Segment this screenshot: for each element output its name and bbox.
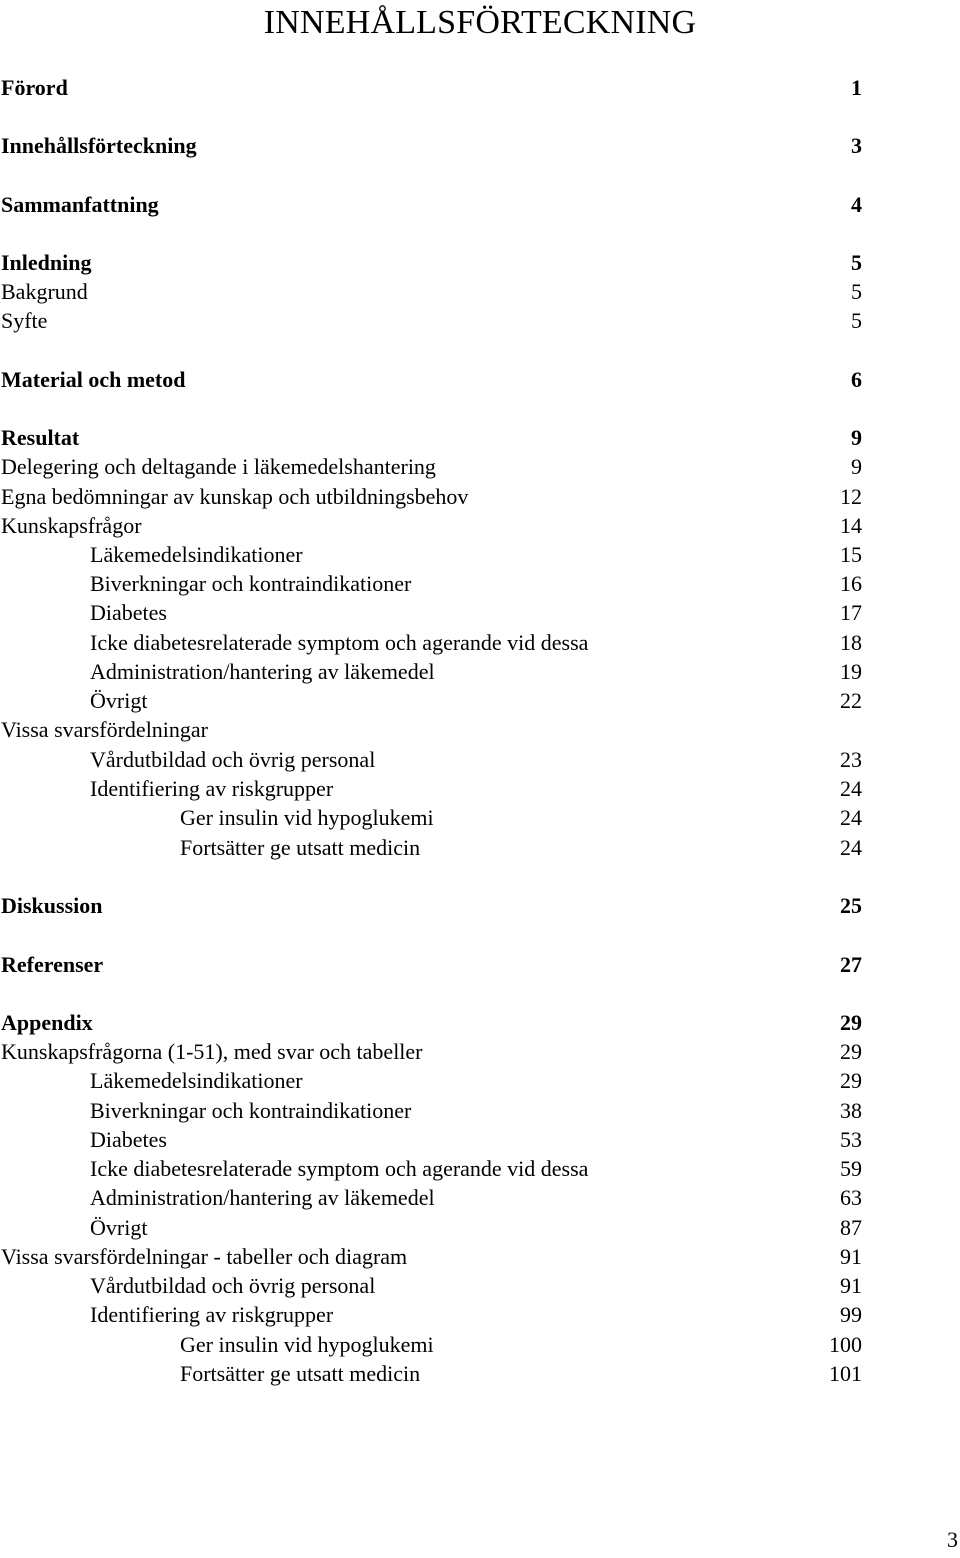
toc-entry: [0, 1125, 870, 1154]
toc-entry: [0, 131, 870, 160]
toc-entry: [0, 1213, 870, 1242]
toc-entry-page-number: 6: [851, 367, 862, 392]
toc-entry-title: Icke diabetesrelaterade symptom och agerande vid dessa: [90, 630, 589, 655]
toc-entry-page-number: 29: [840, 1068, 862, 1093]
page-number: 3: [947, 1527, 958, 1552]
toc-entry: [0, 803, 870, 832]
toc-entry-page-number: 101: [829, 1361, 862, 1386]
toc-entry-page-number: 17: [840, 600, 862, 625]
toc-entry: [0, 1066, 870, 1095]
toc-entry-page-number: 16: [840, 571, 862, 596]
toc-entry-page-number: 29: [840, 1039, 862, 1064]
toc-entry-page-number: 53: [840, 1127, 862, 1152]
toc-entry-page-number: 22: [840, 688, 862, 713]
toc-entry: [0, 745, 870, 774]
toc-entry-page-number: 100: [829, 1332, 862, 1357]
toc-entry: [0, 365, 870, 394]
toc-entry: [0, 511, 870, 540]
toc-entry-title: Icke diabetesrelaterade symptom och agerande vid dessa: [90, 1156, 589, 1181]
toc-entry: [0, 248, 870, 277]
toc-entry-title: Övrigt: [90, 688, 148, 713]
toc-entry-page-number: 9: [851, 425, 862, 450]
toc-entry: [0, 1008, 870, 1037]
toc-entry: [0, 1359, 870, 1388]
toc-entry-page-number: 18: [840, 630, 862, 655]
toc-entry-page-number: 12: [840, 484, 862, 509]
toc-entry-title: Vissa svarsfördelningar - tabeller och diagram: [1, 1244, 408, 1269]
toc-entry: [0, 423, 870, 452]
toc-entry: [0, 277, 870, 306]
toc-entry-title: Diabetes: [90, 600, 167, 625]
toc-entry-title: Vårdutbildad och övrig personal: [90, 1273, 376, 1298]
toc-entry-title: Kunskapsfrågorna (1-51), med svar och tabeller: [1, 1039, 423, 1064]
toc-entry: [0, 73, 870, 102]
toc-entry: [0, 628, 870, 657]
toc-entry-title: Läkemedelsindikationer: [90, 1068, 303, 1093]
toc-entry: [0, 657, 870, 686]
toc-entry-title: Biverkningar och kontraindikationer: [90, 571, 412, 596]
toc-entry: [0, 569, 870, 598]
toc-entry-title: Biverkningar och kontraindikationer: [90, 1098, 412, 1123]
toc-entry-page-number: 4: [851, 192, 862, 217]
toc-entry: [0, 1330, 870, 1359]
toc-entry-page-number: 38: [840, 1098, 862, 1123]
toc-entry-page-number: 1: [851, 75, 862, 100]
toc-entry-title: Egna bedömningar av kunskap och utbildningsbehov: [1, 484, 469, 509]
toc-entry-title: Ger insulin vid hypoglukemi: [180, 1332, 434, 1357]
toc-entry-title: Diskussion: [1, 893, 103, 918]
toc-entry: [0, 1154, 870, 1183]
toc-entry-page-number: 23: [840, 747, 862, 772]
toc-entry: [0, 190, 870, 219]
toc-entry-title: Förord: [1, 75, 68, 100]
toc-entry-page-number: 87: [840, 1215, 862, 1240]
toc-entry-title: Material och metod: [1, 367, 186, 392]
toc-entry: [0, 715, 870, 744]
toc-entry: [0, 540, 870, 569]
toc-entry: [0, 1242, 870, 1271]
toc-entry-page-number: 29: [840, 1010, 862, 1035]
toc-entry-title: Fortsätter ge utsatt medicin: [180, 1361, 421, 1386]
toc-entry-title: Delegering och deltagande i läkemedelshantering: [1, 454, 436, 479]
toc-entry-page-number: 3: [851, 133, 862, 158]
toc-entry-title: Sammanfattning: [1, 192, 159, 217]
toc-entry-title: Läkemedelsindikationer: [90, 542, 303, 567]
toc-entry-title: Syfte: [1, 308, 48, 333]
toc-entry-page-number: 63: [840, 1185, 862, 1210]
toc-entry-page-number: 91: [840, 1273, 862, 1298]
toc-entry: [0, 1037, 870, 1066]
toc-entry-page-number: 15: [840, 542, 862, 567]
toc-entry-page-number: 19: [840, 659, 862, 684]
page-title: INNEHÅLLSFÖRTECKNING: [263, 4, 697, 41]
toc-entry: [0, 1271, 870, 1300]
toc-entry: [0, 1096, 870, 1125]
toc-entry: [0, 774, 870, 803]
toc-entry: [0, 1183, 870, 1212]
toc-entry-page-number: 59: [840, 1156, 862, 1181]
toc-entry-page-number: 5: [851, 279, 862, 304]
toc-entry-title: Appendix: [1, 1010, 93, 1035]
toc-entry: [0, 833, 870, 862]
toc-entry-title: Referenser: [1, 952, 104, 977]
toc-entry-page-number: 9: [851, 454, 862, 479]
toc-entry-title: Identifiering av riskgrupper: [90, 1302, 334, 1327]
toc-entry-page-number: 25: [840, 893, 862, 918]
toc-entry-title: Diabetes: [90, 1127, 167, 1152]
toc-entry-page-number: 14: [840, 513, 862, 538]
toc-entry-title: Administration/hantering av läkemedel: [90, 659, 435, 684]
toc-entry: [0, 482, 870, 511]
toc-entry-title: Identifiering av riskgrupper: [90, 776, 334, 801]
toc-entry-title: Kunskapsfrågor: [1, 513, 142, 538]
toc-entry-title: Ger insulin vid hypoglukemi: [180, 805, 434, 830]
toc-entry-page-number: 91: [840, 1244, 862, 1269]
toc-entry-page-number: 24: [840, 776, 862, 801]
toc-entry-title: Resultat: [1, 425, 80, 450]
toc-entry-title: Vårdutbildad och övrig personal: [90, 747, 376, 772]
toc-entry: [0, 950, 870, 979]
toc-entry: [0, 1300, 870, 1329]
toc-entry-page-number: 5: [851, 308, 862, 333]
toc-entry: [0, 891, 870, 920]
toc-entry-title: Innehållsförteckning: [1, 133, 197, 158]
toc-entry-title: Inledning: [1, 250, 92, 275]
toc-entry-page-number: 99: [840, 1302, 862, 1327]
toc-entry-page-number: 24: [840, 835, 862, 860]
toc-entry-title: Fortsätter ge utsatt medicin: [180, 835, 421, 860]
toc-entry: [0, 598, 870, 627]
toc-entry-title: Övrigt: [90, 1215, 148, 1240]
toc-entry-title: Administration/hantering av läkemedel: [90, 1185, 435, 1210]
toc-entry-page-number: 27: [840, 952, 862, 977]
toc-entry: [0, 306, 870, 335]
toc-entry: [0, 452, 870, 481]
toc-entry-page-number: 24: [840, 805, 862, 830]
toc-entry-title: Vissa svarsfördelningar: [1, 717, 209, 742]
toc-entry-page-number: 5: [851, 250, 862, 275]
toc-entry-title: Bakgrund: [1, 279, 88, 304]
toc-entry: [0, 686, 870, 715]
